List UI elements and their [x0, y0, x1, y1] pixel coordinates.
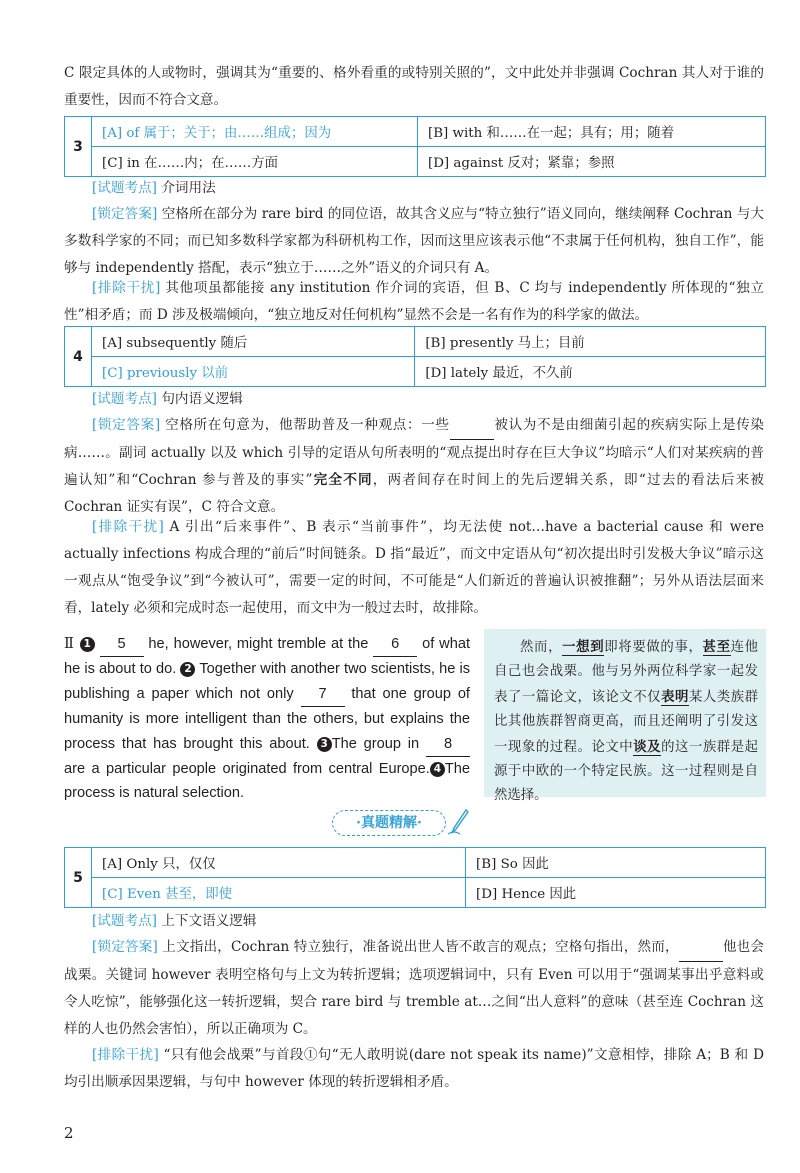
question-5-options — [64, 847, 766, 908]
option-c: [C] in 在……内；在……方面 — [92, 147, 418, 177]
answer-text-pre: 上文指出，Cochran 特立独行，准备说出世人皆不敢言的观点；空格句指出，然而， — [162, 939, 679, 955]
translation-part: 某人类族群比其他族群智商更高，而且还阐明了引发这一现象的过程。论文中 — [494, 689, 759, 755]
translation-keyword: 一想到 — [562, 639, 605, 655]
intro-paragraph: C 限定具体的人或物时，强调其为“重要的、格外看重的或特别关照的”，文中此处并非强调 Cochran 其人对于谁的重要性，因而不符合文意。 — [64, 65, 764, 108]
sentence-number-3: 3 — [317, 737, 332, 752]
blank-8: 8 — [426, 732, 470, 757]
answer-text-pre: 空格所在句意为，他帮助普及一种观点：一些 — [165, 417, 450, 433]
exclude-tag: [排除干扰] — [92, 519, 164, 535]
exclude-tag: [排除干扰] — [92, 1047, 159, 1063]
option-b: [B] So 因此 — [466, 848, 766, 878]
answer-text-post: 他也会战栗。关键词 however 表明空格句与上文为转折逻辑；选项逻辑词中，只有 Even 可以用于“强调某事出乎意料或令人吃惊”，能够强化这一转折逻辑，契合 rare bird 与 tremble at…之间“出人意料”的意味（甚至连 Cochran 这样的人也仍然会害怕），所以正确项为 C。 — [64, 939, 764, 1037]
exclude-text: A 引出“后来事件”、B 表示“当前事件”，均无法使 not…have a bacterial cause 和 were actually infections 构成合理的“前后”时间链条。D 指“最近”，而文中定语从句“初次提出时引发极大争议”暗示这一观点从“饱受争议”到“今被认可”，需要一定的时间，不可能是“人们新近的普遍认识被推翻”；另外从语法层面来看，lately 必须和完成时态一起使用，而文中为一般过去时，故排除。 — [64, 519, 764, 616]
option-a: [A] subsequently 随后 — [92, 327, 415, 357]
point-text: 句内语义逻辑 — [161, 391, 243, 407]
q4-exclude — [64, 514, 764, 622]
translation-box — [484, 629, 766, 804]
blank-5: 5 — [100, 632, 144, 657]
option-c: [C] previously 以前 — [92, 357, 415, 387]
q5-exclude — [64, 1042, 764, 1096]
q3-answer — [64, 201, 764, 282]
sentence-4: The process is natural selection. — [64, 761, 470, 802]
translation-part: 连他自己也会战栗。他与另外两位科学家一起发表了一篇论文，该论文不仅 — [494, 640, 759, 705]
section-title — [332, 808, 470, 836]
q3-point — [92, 175, 216, 201]
translation-keyword: 谈及 — [633, 738, 662, 755]
option-d: [D] Hence 因此 — [466, 878, 766, 908]
sentence-1a: he, however, might tremble at the — [148, 636, 369, 652]
page-number: 2 — [64, 1124, 74, 1142]
question-4-options — [64, 326, 766, 387]
point-tag: [试题考点] — [92, 391, 157, 407]
q5-point — [92, 908, 256, 934]
option-d: [D] lately 最近，不久前 — [415, 357, 766, 387]
point-text: 上下文语义逻辑 — [161, 913, 257, 929]
exclude-tag: [排除干扰] — [92, 280, 161, 296]
option-c: [C] Even 甚至，即使 — [92, 878, 466, 908]
option-a: [A] of 属于；关于；由……组成；因为 — [92, 117, 418, 147]
option-b: [B] presently 马上；目前 — [415, 327, 766, 357]
point-tag: [试题考点] — [92, 913, 157, 929]
question-number: 4 — [65, 327, 92, 387]
translation-part: 即将要做的事， — [604, 640, 703, 655]
q4-answer — [64, 412, 764, 521]
answer-tag: [锁定答案] — [92, 939, 158, 955]
question-3-options — [64, 116, 766, 177]
answer-text: 空格所在部分为 rare bird 的同位语，故其含义应与“特立独行”语义同向，继续阐释 Cochran 与大多数科学家的不同；而已知多数科学家都为科研机构工作，因而这里应该表示他“不隶属于任何机构，独自工作”，能够与 independently 搭配，表示“独立于……之外”语义的介词只有 A。 — [64, 206, 764, 276]
pen-icon — [446, 808, 470, 836]
translation-keyword: 甚至 — [702, 639, 731, 655]
answer-tag: [锁定答案] — [92, 417, 161, 433]
translation-part: 然而， — [520, 640, 563, 655]
sentence-2a: Together with another two scientists, he is publishing a paper which not only — [64, 661, 471, 702]
exclude-text: 其他项虽都能接 any institution 作介词的宾语，但 B、C 均与 independently 所体现的“独立性”相矛盾；而 D 涉及极端倾向，“独立地反对任何机构”显然不会是一名有作为的科学家的做法。 — [64, 280, 764, 323]
section-title-label: ·真题精解· — [332, 810, 446, 836]
answer-tag: [锁定答案] — [92, 206, 158, 222]
option-a: [A] Only 只，仅仅 — [92, 848, 466, 878]
sentence-1b: of what he is about to do. — [64, 636, 471, 678]
q5-answer — [64, 934, 764, 1043]
sentence-number-1: 1 — [80, 637, 95, 652]
answer-blank — [450, 412, 494, 440]
sentence-number-2: 2 — [180, 662, 195, 677]
translation-part: 的这一族群是起源于中欧的一个特定民族。这一过程则是自然选择。 — [494, 739, 759, 804]
blank-6: 6 — [373, 632, 417, 657]
point-tag: [试题考点] — [92, 180, 157, 196]
sentence-2b: that one group of humanity is more intelligent than the others, but explains the process that has brought this about. — [64, 685, 470, 752]
answer-blank — [679, 934, 723, 962]
blank-7: 7 — [301, 682, 345, 707]
answer-text-post: ，两者间存在时间上的先后逻辑关系，即“过去的看法后来被 Cochran 证实有误”，C 符合文意。 — [64, 472, 765, 515]
question-number: 3 — [65, 117, 92, 177]
option-b: [B] with 和……在一起；具有；用；随着 — [417, 117, 765, 147]
sentence-3a: The group in — [331, 735, 420, 752]
point-text: 介词用法 — [161, 180, 216, 196]
passage-text — [64, 632, 470, 806]
sentence-3b: are a particular people originated from central Europe. — [64, 761, 430, 778]
question-number: 5 — [65, 848, 92, 908]
translation-keyword: 表明 — [661, 688, 689, 705]
answer-emphasis: 完全不同 — [312, 472, 373, 488]
q3-exclude — [64, 275, 764, 329]
q4-point — [92, 386, 243, 412]
passage-roman: Ⅱ — [64, 635, 75, 652]
answer-text-mid: 被认为不是由细菌引起的疾病实际上是传染病……。副词 actually 以及 which 引导的定语从句所表明的“观点提出时存在巨大争议”均暗示“人们对某疾病的普遍认知”和“Cochran 参与普及的事实” — [64, 417, 765, 488]
exclude-text: “只有他会战栗”与首段①句“无人敢明说(dare not speak its name)”文意相悖，排除 A；B 和 D 均引出顺承因果逻辑，与句中 however 体现的转折逻辑相矛盾。 — [64, 1047, 764, 1090]
sentence-number-4: 4 — [430, 762, 445, 777]
option-d: [D] against 反对；紧靠；参照 — [417, 147, 765, 177]
